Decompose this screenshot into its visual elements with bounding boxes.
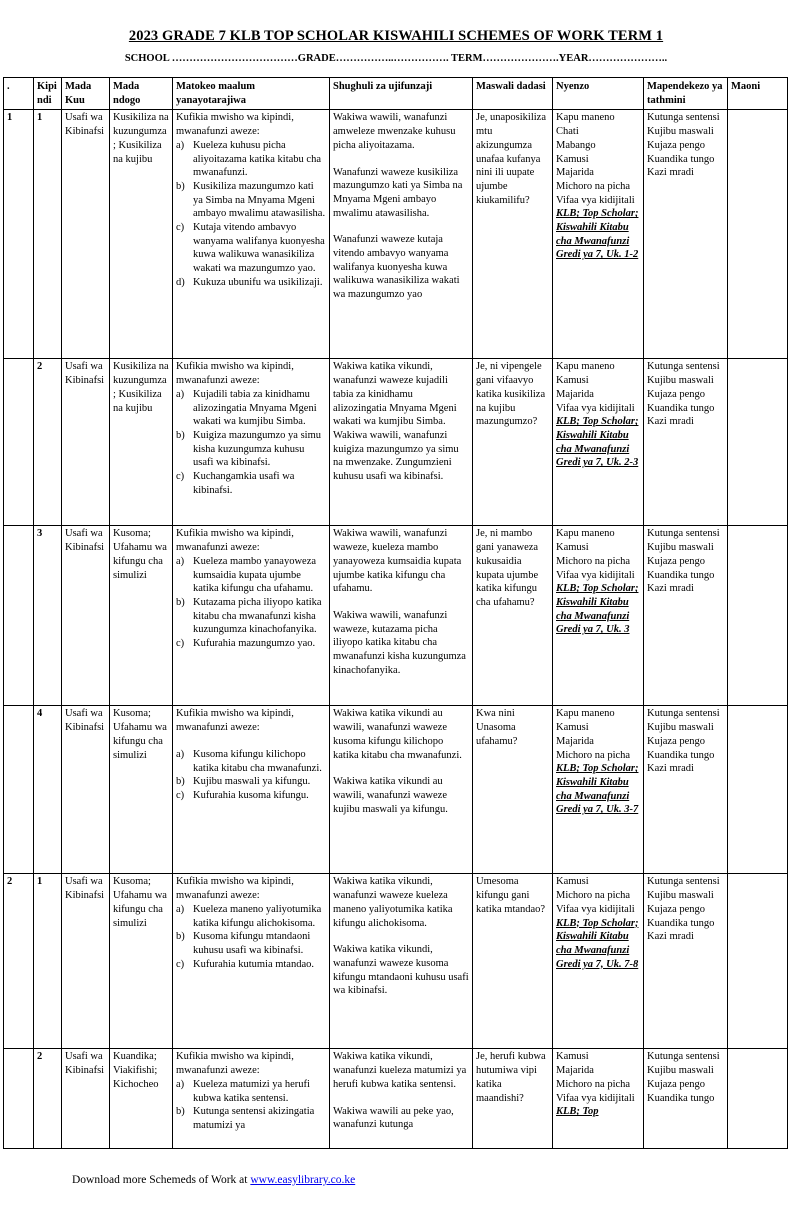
resource-item: Michoro na picha — [556, 555, 631, 567]
outcome-text: Kutunga sentensi akizingatia matumizi ya — [193, 1106, 315, 1131]
week-cell — [4, 706, 34, 874]
outcome-item — [176, 775, 326, 789]
textbook-reference: KLB; Top Scholar; Kiswahili Kitabu cha Mwanafunzi Gredi ya 7, Uk. 2-3 — [556, 416, 639, 469]
outcomes-list — [176, 388, 326, 498]
question-cell: Umesoma kifungu gani katika mtandao? — [473, 874, 553, 1049]
lesson-cell: 4 — [34, 706, 62, 874]
assessment-item: Kutunga sentensi — [647, 112, 720, 124]
resource-item: Kapu maneno — [556, 708, 615, 720]
outcome-item — [176, 180, 326, 221]
outcome-text: Kufurahia mazungumzo yao. — [193, 638, 316, 650]
table-row — [4, 110, 788, 359]
outcome-text: Kujibu maswali ya kifungu. — [193, 776, 311, 788]
outcome-text: Kueleza kuhusu picha aliyoitazama katika kitabu cha mwanafunzi. — [193, 139, 321, 179]
assessment-item: Kazi mradi — [647, 931, 694, 943]
lesson-cell: 1 — [34, 874, 62, 1049]
outcome-item — [176, 221, 326, 276]
outcome-intro: Kufikia mwisho wa kipindi, mwanafunzi aweze: — [176, 112, 294, 138]
outcome-text: Kuigiza mazungumzo ya simu kisha kuzungumza kuhusu usafi wa kibinafsi. — [193, 429, 322, 469]
outcome-item — [176, 555, 326, 596]
assessment-item: Kujaza pengo — [647, 735, 706, 747]
assessment-cell — [644, 110, 728, 359]
resource-item: Kamusi — [556, 876, 589, 888]
strand-cell: Usafi wa Kibinafsi — [62, 526, 110, 706]
outcomes-cell — [173, 110, 330, 359]
textbook-reference: KLB; Top Scholar; Kiswahili Kitabu cha Mwanafunzi Gredi ya 7, Uk. 3 — [556, 583, 639, 636]
header-activities: Shughuli za ujifunzaji — [330, 78, 473, 110]
assessment-item: Kuandika tungo — [647, 569, 715, 581]
outcome-text: Kusikiliza mazungumzo kati ya Simba na Mnyama Mgeni ambayo mwalimu atawasilisha. — [193, 180, 326, 220]
resource-item: Kapu maneno — [556, 528, 615, 540]
header-week: . — [4, 78, 34, 110]
remarks-cell — [728, 706, 788, 874]
resource-item: Majarida — [556, 735, 594, 747]
resource-item: Michoro na picha — [556, 749, 631, 761]
outcome-item — [176, 1078, 326, 1105]
outcome-item — [176, 789, 326, 803]
resource-item: Michoro na picha — [556, 890, 631, 902]
resource-item: Majarida — [556, 1065, 594, 1077]
outcome-label: a) — [176, 1078, 185, 1090]
table-row — [4, 359, 788, 526]
resource-item: Kamusi — [556, 722, 589, 734]
activity-paragraph: Wakiwa wawili, wanafunzi amweleze mwenzake kuhusu picha aliyoitazama. — [333, 112, 456, 151]
table-row — [4, 1049, 788, 1149]
outcome-label: b) — [176, 596, 185, 608]
resource-item: Michoro na picha — [556, 1078, 631, 1090]
assessment-item: Kazi mradi — [647, 583, 694, 595]
resources-cell — [553, 874, 644, 1049]
resource-item: Vifaa vya kidijitali — [556, 903, 635, 915]
outcome-text: Kutazama picha iliyopo katika kitabu cha mwanafunzi kisha kuzungumza kinachofanyika. — [193, 596, 322, 636]
resource-item: Vifaa vya kidijitali — [556, 402, 635, 414]
activity-paragraph: Wanafunzi waweze kutaja vitendo ambavyo wanyama walifanya kuonyesha kuwa walikuwa wanasikiliza wakati wa mazungumzo yao — [333, 234, 460, 301]
outcome-text: Kusoma kifungu kilichopo katika kitabu cha mwanafunzi. — [193, 748, 322, 774]
week-cell — [4, 526, 34, 706]
outcome-text: Kufurahia kutumia mtandao. — [193, 958, 315, 970]
outcome-label: a) — [176, 748, 185, 760]
question-cell: Je, ni mambo gani yanaweza kukusaidia kupata ujumbe katika kifungu cha ufahamu? — [473, 526, 553, 706]
resource-item: Kapu maneno — [556, 112, 615, 124]
footer-link[interactable]: www.easylibrary.co.ke — [250, 1174, 356, 1186]
assessment-item: Kuandika tungo — [647, 402, 715, 414]
outcome-label: c) — [176, 789, 185, 801]
activities-cell — [330, 1049, 473, 1149]
substrand-cell: Kusikiliza na kuzungumza; Kusikiliza na kujibu — [110, 359, 173, 526]
outcomes-cell — [173, 1049, 330, 1149]
header-resources: Nyenzo — [553, 78, 644, 110]
resource-item: Kamusi — [556, 153, 589, 165]
activity-paragraph: Wakiwa katika vikundi, wanafunzi kueleza matumizi ya herufi kubwa katika sentensi. — [333, 1051, 467, 1090]
school-grade-term-year-line: SCHOOL ………………………………GRADE……………..……………. TERM………………….YEAR………………….. — [124, 53, 668, 64]
substrand-cell: Kusoma; Ufahamu wa kifungu cha simulizi — [110, 706, 173, 874]
assessment-cell — [644, 874, 728, 1049]
strand-cell: Usafi wa Kibinafsi — [62, 1049, 110, 1149]
outcome-intro: Kufikia mwisho wa kipindi, mwanafunzi aweze: — [176, 876, 294, 902]
substrand-cell: Kuandika; Viakifishi; Kichocheo — [110, 1049, 173, 1149]
question-cell: Kwa nini Unasoma ufahamu? — [473, 706, 553, 874]
outcome-item — [176, 930, 326, 957]
assessment-cell — [644, 706, 728, 874]
footer — [72, 1174, 355, 1186]
textbook-reference: KLB; Top — [556, 1106, 599, 1118]
substrand-cell: Kusoma; Ufahamu wa kifungu cha simulizi — [110, 874, 173, 1049]
assessment-item: Kuandika tungo — [647, 917, 715, 929]
outcomes-cell — [173, 359, 330, 526]
resources-cell — [553, 359, 644, 526]
resources-cell — [553, 1049, 644, 1149]
week-cell — [4, 1049, 34, 1149]
outcome-text: Kusoma kifungu mtandaoni kuhusu usafi wa kibinafsi. — [193, 931, 311, 956]
assessment-cell — [644, 359, 728, 526]
resource-item: Vifaa vya kidijitali — [556, 194, 635, 206]
outcome-item — [176, 748, 326, 775]
outcome-text: Kujadili tabia za kinidhamu alizozingatia Mnyama Mgeni wakati wa kumjibu Simba. — [193, 388, 317, 428]
page-title: 2023 GRADE 7 KLB TOP SCHOLAR KISWAHILI SCHEMES OF WORK TERM 1 — [128, 28, 664, 44]
outcome-text: Kutaja vitendo ambavyo wanyama walifanya kuonyesha kuwa walikuwa wanasikiliza wakati wa mazungumzo yao. — [193, 222, 325, 275]
resource-item: Vifaa vya kidijitali — [556, 1092, 635, 1104]
textbook-reference: KLB; Top Scholar; Kiswahili Kitabu cha Mwanafunzi Gredi ya 7, Uk. 1-2 — [556, 208, 639, 261]
outcome-item — [176, 596, 326, 637]
header-lesson: Kipindi — [34, 78, 62, 110]
assessment-item: Kutunga sentensi — [647, 528, 720, 540]
activities-cell — [330, 359, 473, 526]
activities-cell — [330, 526, 473, 706]
header-outcomes: Matokeo maalum yanayotarajiwa — [173, 78, 330, 110]
activity-paragraph: Wakiwa wawili, wanafunzi waweze, kueleza mambo yanayoweza kumsaidia kupata ujumbe katika kifungu cha ufahamu. — [333, 528, 462, 595]
lesson-cell: 3 — [34, 526, 62, 706]
activity-paragraph: Wakiwa katika vikundi, wanafunzi waweze kusoma kifungu mtandaoni kuhusu usafi wa kibinafsi. — [333, 944, 469, 997]
assessment-item: Kujibu maswali — [647, 542, 714, 554]
outcomes-list — [176, 748, 326, 803]
outcome-label: b) — [176, 1106, 185, 1118]
activity-paragraph: Wakiwa katika vikundi, wanafunzi waweze kueleza maneno yaliyotumika katika kifungu alichokisoma. — [333, 876, 453, 929]
outcome-item — [176, 1105, 326, 1132]
activity-paragraph: Wakiwa wawili au peke yao, wanafunzi kutunga — [333, 1105, 454, 1131]
assessment-item: Kujibu maswali — [647, 375, 714, 387]
outcome-label: a) — [176, 139, 185, 151]
outcome-label: b) — [176, 931, 185, 943]
table-row — [4, 874, 788, 1049]
assessment-item: Kujibu maswali — [647, 890, 714, 902]
resource-item: Chati — [556, 126, 579, 138]
assessment-item: Kujaza pengo — [647, 388, 706, 400]
outcomes-list — [176, 1078, 326, 1133]
assessment-item: Kujaza pengo — [647, 555, 706, 567]
outcome-item — [176, 470, 326, 497]
week-cell — [4, 359, 34, 526]
lesson-cell: 2 — [34, 359, 62, 526]
schemes-table — [3, 77, 788, 1149]
remarks-cell — [728, 1049, 788, 1149]
outcome-text: Kukuza ubunifu wa usikilizaji. — [193, 276, 323, 288]
resource-item: Kapu maneno — [556, 361, 615, 373]
outcome-intro: Kufikia mwisho wa kipindi, mwanafunzi aweze: — [176, 528, 294, 554]
assessment-item: Kuandika tungo — [647, 1092, 715, 1104]
outcome-label: b) — [176, 776, 185, 788]
assessment-item: Kuandika tungo — [647, 749, 715, 761]
assessment-item: Kujaza pengo — [647, 1078, 706, 1090]
outcome-label: c) — [176, 471, 185, 483]
assessment-item: Kazi mradi — [647, 763, 694, 775]
outcome-text: Kufurahia kusoma kifungu. — [193, 789, 309, 801]
strand-cell: Usafi wa Kibinafsi — [62, 359, 110, 526]
outcome-item — [176, 388, 326, 429]
resources-cell — [553, 110, 644, 359]
resources-cell — [553, 706, 644, 874]
outcome-text: Kueleza maneno yaliyotumika katika kifungu alichokisoma. — [193, 903, 322, 929]
assessment-item: Kutunga sentensi — [647, 708, 720, 720]
question-cell: Je, ni vipengele gani vifaavyo katika kusikiliza na kujibu mazungumzo? — [473, 359, 553, 526]
question-cell: Je, herufi kubwa hutumiwa vipi katika maandishi? — [473, 1049, 553, 1149]
resource-item: Kamusi — [556, 542, 589, 554]
outcome-item — [176, 637, 326, 651]
outcome-intro: Kufikia mwisho wa kipindi, mwanafunzi aweze: — [176, 708, 294, 734]
outcome-item — [176, 276, 326, 290]
resources-cell — [553, 526, 644, 706]
assessment-item: Kazi mradi — [647, 167, 694, 179]
outcomes-cell — [173, 874, 330, 1049]
outcome-label: a) — [176, 388, 185, 400]
outcome-label: b) — [176, 180, 185, 192]
week-cell: 2 — [4, 874, 34, 1049]
lesson-cell: 2 — [34, 1049, 62, 1149]
remarks-cell — [728, 874, 788, 1049]
substrand-cell: Kusoma; Ufahamu wa kifungu cha simulizi — [110, 526, 173, 706]
header-questions: Maswali dadasi — [473, 78, 553, 110]
resource-item: Kamusi — [556, 375, 589, 387]
assessment-item: Kutunga sentensi — [647, 1051, 720, 1063]
remarks-cell — [728, 359, 788, 526]
table-row — [4, 526, 788, 706]
assessment-item: Kuandika tungo — [647, 153, 715, 165]
outcome-item — [176, 958, 326, 972]
textbook-reference: KLB; Top Scholar; Kiswahili Kitabu cha Mwanafunzi Gredi ya 7, Uk. 7-8 — [556, 917, 639, 970]
remarks-cell — [728, 110, 788, 359]
outcomes-list — [176, 903, 326, 972]
outcomes-list — [176, 139, 326, 290]
assessment-item: Kujibu maswali — [647, 126, 714, 138]
assessment-item: Kujibu maswali — [647, 1065, 714, 1077]
resource-item: Michoro na picha — [556, 180, 631, 192]
outcome-item — [176, 139, 326, 180]
outcome-item — [176, 903, 326, 930]
header-assessment: Mapendekezo ya tathmini — [644, 78, 728, 110]
resource-item: Majarida — [556, 388, 594, 400]
strand-cell: Usafi wa Kibinafsi — [62, 706, 110, 874]
outcome-label: b) — [176, 429, 185, 441]
activity-paragraph: Wanafunzi waweze kusikiliza mazungumzo kati ya Simba na Mnyama Mgeni ambayo mwalimu atawasilisha. — [333, 166, 463, 219]
table-row — [4, 706, 788, 874]
header-strand: Mada Kuu — [62, 78, 110, 110]
resource-item: Kamusi — [556, 1051, 589, 1063]
activity-paragraph: Wakiwa katika vikundi au wawili, wanafunzi waweze kujibu maswali ya kifungu. — [333, 776, 448, 815]
outcome-item — [176, 429, 326, 470]
activity-paragraph: Wakiwa katika vikundi, wanafunzi waweze kujadili tabia za kinidhamu alizozingatia Mnyama Mgeni wakati wa kumjibu Simba. — [333, 361, 457, 428]
assessment-item: Kutunga sentensi — [647, 361, 720, 373]
activity-paragraph: Wakiwa katika vikundi au wawili, wanafunzi waweze kusoma kifungu kilichopo katika kitabu cha mwanafunzi. — [333, 708, 462, 761]
outcome-label: c) — [176, 958, 185, 970]
textbook-reference: KLB; Top Scholar; Kiswahili Kitabu cha Mwanafunzi Gredi ya 7, Uk. 3-7 — [556, 763, 639, 816]
footer-text: Download more Schemeds of Work at — [72, 1174, 251, 1186]
assessment-item: Kujaza pengo — [647, 903, 706, 915]
substrand-cell: Kusikiliza na kuzungumza; Kusikiliza na kujibu — [110, 110, 173, 359]
activities-cell — [330, 706, 473, 874]
activity-paragraph: Wakiwa wawili, wanafunzi kuigiza mazungumzo ya simu na mwenzake. Zungumzieni kuhusu usafi wa kibinafsi. — [333, 429, 459, 483]
assessment-item: Kujaza pengo — [647, 139, 706, 151]
activity-paragraph: Wakiwa wawili, wanafunzi waweze, kutazama picha iliyopo katika kitabu cha mwanafunzi kisha kuzungumza kinachofanyika. — [333, 609, 466, 676]
strand-cell: Usafi wa Kibinafsi — [62, 874, 110, 1049]
week-cell: 1 — [4, 110, 34, 359]
outcome-label: c) — [176, 222, 185, 234]
activities-cell — [330, 874, 473, 1049]
outcome-text: Kuchangamkia usafi wa kibinafsi. — [193, 471, 295, 496]
activities-cell — [330, 110, 473, 359]
header-substrand: Mada ndogo — [110, 78, 173, 110]
outcomes-cell — [173, 526, 330, 706]
outcomes-list — [176, 555, 326, 651]
outcome-text: Kueleza matumizi ya herufi kubwa katika sentensi. — [193, 1078, 310, 1104]
outcome-label: d) — [176, 276, 185, 288]
assessment-cell — [644, 1049, 728, 1149]
table-header-row — [4, 78, 788, 110]
outcome-intro: Kufikia mwisho wa kipindi, mwanafunzi aweze: — [176, 1051, 294, 1077]
outcome-label: c) — [176, 638, 185, 650]
assessment-item: Kujibu maswali — [647, 722, 714, 734]
outcome-text: Kueleza mambo yanayoweza kumsaidia kupata ujumbe katika kifungu cha ufahamu. — [193, 555, 317, 595]
header-remarks: Maoni — [728, 78, 788, 110]
lesson-cell: 1 — [34, 110, 62, 359]
strand-cell: Usafi wa Kibinafsi — [62, 110, 110, 359]
outcome-label: a) — [176, 903, 185, 915]
resource-item: Mabango — [556, 139, 596, 151]
resource-item: Vifaa vya kidijitali — [556, 569, 635, 581]
outcome-label: a) — [176, 555, 185, 567]
assessment-cell — [644, 526, 728, 706]
assessment-item: Kutunga sentensi — [647, 876, 720, 888]
assessment-item: Kazi mradi — [647, 416, 694, 428]
resource-item: Majarida — [556, 167, 594, 179]
remarks-cell — [728, 526, 788, 706]
question-cell: Je, unaposikiliza mtu akizungumza unafaa kufanya nini ili uupate ujumbe kiukamilifu? — [473, 110, 553, 359]
outcome-intro: Kufikia mwisho wa kipindi, mwanafunzi aweze: — [176, 361, 294, 387]
outcomes-cell — [173, 706, 330, 874]
